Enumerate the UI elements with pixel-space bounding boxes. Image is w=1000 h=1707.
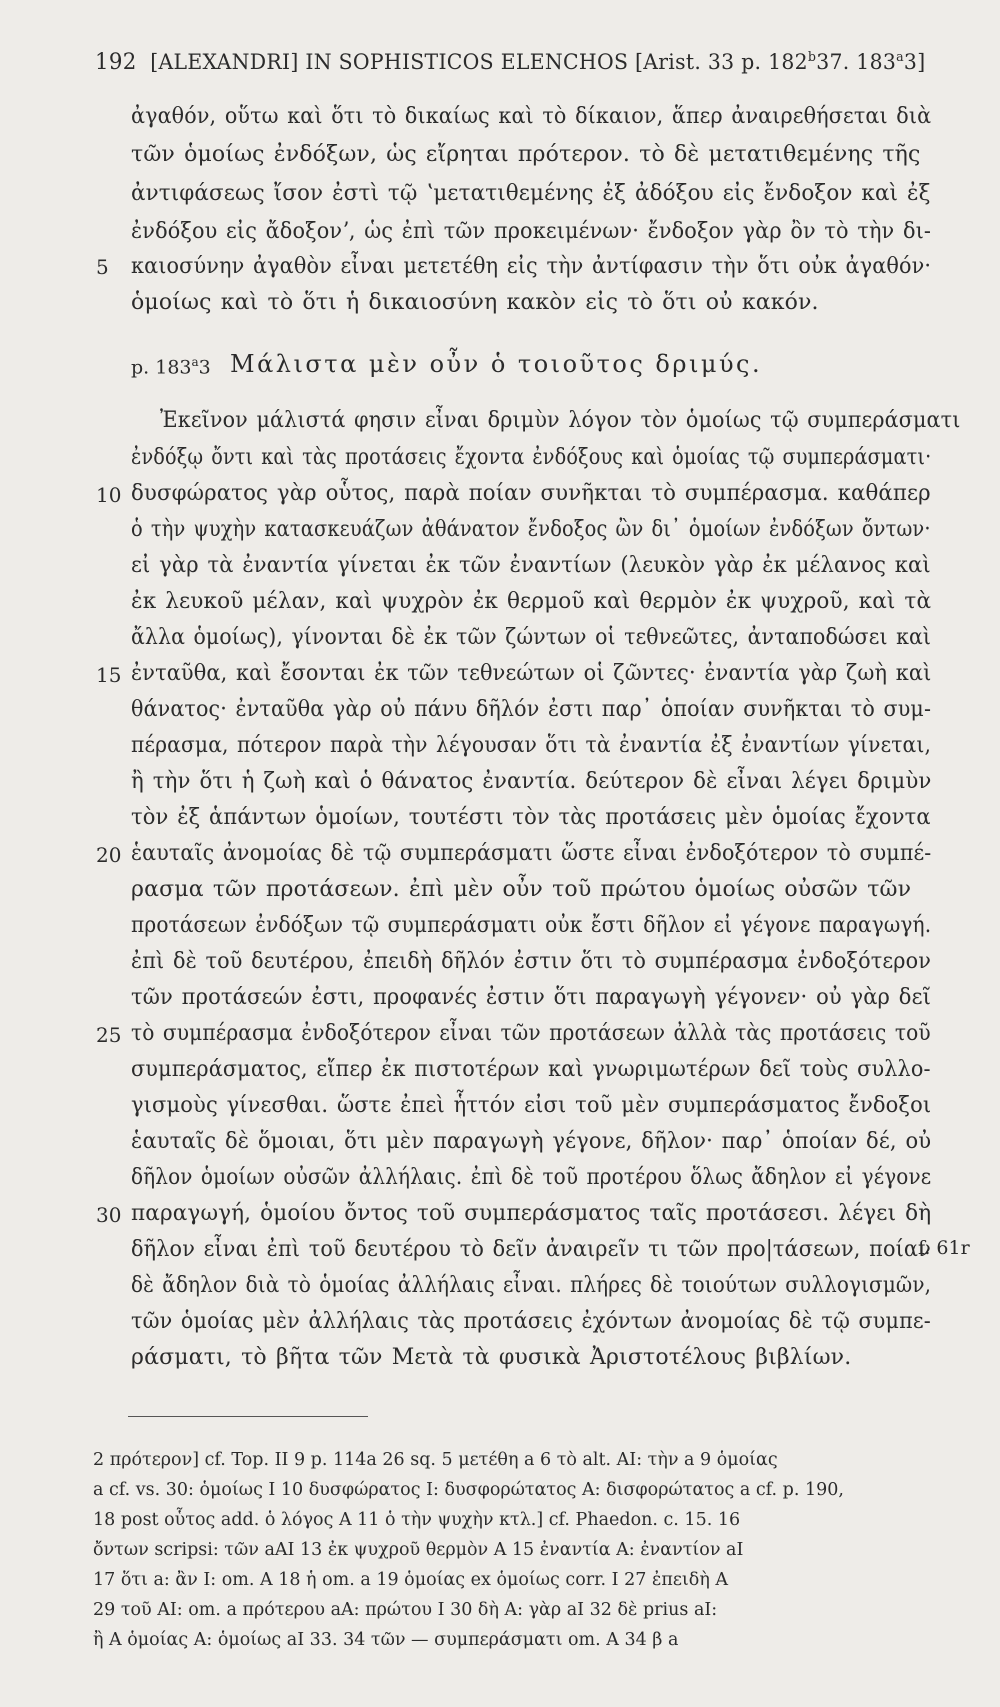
line-number: 15 <box>96 663 122 687</box>
line-number: 25 <box>96 1023 122 1047</box>
text-line: ἐνταῦθα, καὶ ἔσονται ἐκ τῶν τεθνεώτων οἱ ζῶντες· ἐναντία γὰρ ζωὴ καὶ <box>131 661 932 686</box>
running-ref-mid: 37. 183 <box>816 50 897 74</box>
running-ref-end: 3] <box>903 50 926 74</box>
text-line: ἐπὶ δὲ τοῦ δευτέρου, ἐπειδὴ δῆλόν ἐστιν ὅτι τὸ συμπέρασμα ἐνδοξότερον <box>131 949 931 974</box>
text-line: τὸν ἐξ ἁπάντων ὁμοίων, τουτέστι τὸν τὰς προτάσεις μὲν ὁμοίας ἔχοντα <box>131 805 931 830</box>
text-line: ρασμα τῶν προτάσεων. ἐπὶ μὲν οὖν τοῦ πρώτου ὁμοίως οὐσῶν τῶν <box>131 877 912 902</box>
text-line: τὸ συμπέρασμα ἐνδοξότερον εἶναι τῶν προτάσεων ἀλλὰ τὰς προτάσεις τοῦ <box>131 1021 931 1046</box>
lemma-text: Μάλιστα μὲν οὖν ὁ τοιοῦτος δριμύς. <box>230 350 763 378</box>
text-line: θάνατος· ἐνταῦθα γὰρ οὐ πάνυ δῆλόν ἐστι παρ᾽ ὁποίαν συνῆκται τὸ συμ- <box>131 697 932 722</box>
text-line: ὁμοίως καὶ τὸ ὅτι ἡ δικαιοσύνη κακὸν εἰς τὸ ὅτι οὐ κακόν. <box>131 290 819 315</box>
apparatus-line: 29 τοῦ AI: om. a πρότερου aA: πρώτου I 30 δὴ A: γὰρ aI 32 δὲ prius aI: <box>93 1600 718 1620</box>
page-number: 192 <box>95 50 137 75</box>
lemma-reference: p. 183$^a$3 <box>131 355 211 379</box>
running-header <box>95 50 926 75</box>
text-line: ἢ τὴν ὅτι ἡ ζωὴ καὶ ὁ θάνατος ἐναντία. δεύτερον δὲ εἶναι λέγει δριμὺν <box>131 769 932 794</box>
text-line: δὲ ἄδηλον διὰ τὸ ὁμοίας ἀλλήλαις εἶναι. πλήρες δὲ τοιούτων συλλογισμῶν, <box>131 1273 932 1298</box>
text-line: συμπεράσματος, εἴπερ ἐκ πιστοτέρων καὶ γνωριμωτέρων δεῖ τοὺς συλλο- <box>131 1057 931 1082</box>
text-line: ράσματι, τὸ βῆτα τῶν Μετὰ τὰ φυσικὰ Ἀριστοτέλους βιβλίων. <box>131 1345 852 1370</box>
line-number: 20 <box>96 843 122 867</box>
ref-superscript-b: b <box>807 50 817 65</box>
line-number: 10 <box>96 483 122 507</box>
line-number: 30 <box>96 1203 122 1227</box>
ref-superscript-a: a <box>896 50 904 65</box>
text-line: γισμοὺς γίνεσθαι. ὥστε ἐπεὶ ἧττόν εἰσι τοῦ μὲν συμπεράσματος ἔνδοξοι <box>131 1093 932 1118</box>
text-line: ἐνδόξου εἰς ἄδοξονʼ, ὡς ἐπὶ τῶν προκειμένων· ἔνδοξον γὰρ ὂν τὸ τὴν δι- <box>131 219 932 244</box>
text-line: πέρασμα, πότερον παρὰ τὴν λέγουσαν ὅτι τὰ ἐναντία ἐξ ἐναντίων γίνεται, <box>131 733 932 758</box>
apparatus-line: 17 ὅτι a: ἂν I: om. A 18 ἡ om. a 19 ὁμοίας ex ὁμοίως corr. I 27 ἐπειδὴ A <box>93 1570 729 1590</box>
apparatus-line: a cf. vs. 30: ὁμοίως I 10 δυσφώρατος I: δυσφορώτατος A: δισφορώτατος a cf. p. 190, <box>93 1480 844 1500</box>
line-number: 5 <box>96 255 109 279</box>
apparatus-line: 2 πρότερον] cf. Top. II 9 p. 114a 26 sq. 5 μετέθη a 6 τὸ alt. AI: τὴν a 9 ὁμοίας <box>93 1450 778 1470</box>
text-line: εἰ γὰρ τὰ ἐναντία γίνεται ἐκ τῶν ἐναντίων (λευκὸν γὰρ ἐκ μέλανος καὶ <box>131 553 931 578</box>
apparatus-line: 18 post οὗτος add. ὁ λόγος A 11 ὁ τὴν ψυχὴν κτλ.] cf. Phaedon. c. 15. 16 <box>93 1510 741 1530</box>
text-line: τῶν ὁμοίας μὲν ἀλλήλαις τὰς προτάσεις ἐχόντων ἀνομοίας δὲ τῷ συμπε- <box>131 1309 931 1334</box>
apparatus-line: ἢ A ὁμοίας A: ὁμοίως aI 33. 34 τῶν — συμπεράσματι om. A 34 β a <box>93 1630 679 1650</box>
text-line: ὁ τὴν ψυχὴν κατασκευάζων ἀθάνατον ἔνδοξος ὢν δι᾽ ὁμοίων ἐνδόξων ὄντων· <box>131 517 931 542</box>
text-line: ἀγαθόν, οὕτω καὶ ὅτι τὸ δικαίως καὶ τὸ δίκαιον, ἅπερ ἀναιρεθήσεται διὰ <box>131 104 932 129</box>
footnote-rule <box>128 1416 368 1417</box>
text-line: δυσφώρατος γὰρ οὗτος, παρὰ ποίαν συνῆκται τὸ συμπέρασμα. καθάπερ <box>131 481 931 506</box>
text-line: δῆλον ὁμοίων οὐσῶν ἀλλήλαις. ἐπὶ δὲ τοῦ προτέρου ὅλως ἄδηλον εἰ γέγονε <box>131 1165 932 1190</box>
text-line: δῆλον εἶναι ἐπὶ τοῦ δευτέρου τὸ δεῖν ἀναιρεῖν τι τῶν προ|τάσεων, ποίαν <box>131 1237 931 1262</box>
text-line: Ἐκεῖνον μάλιστά φησιν εἶναι δριμὺν λόγον τὸν ὁμοίως τῷ συμπεράσματι <box>160 408 961 433</box>
text-line: τῶν ὁμοίως ἐνδόξων, ὡς εἴρηται πρότερον. τὸ δὲ μετατιθεμένης τῆς <box>131 142 921 167</box>
text-line: προτάσεων ἐνδόξων τῷ συμπεράσματι οὐκ ἔστι δῆλον εἰ γέγονε παραγωγή. <box>131 913 932 938</box>
text-line: ἐνδόξῳ ὄντι καὶ τὰς προτάσεις ἔχοντα ἐνδόξους καὶ ὁμοίας τῷ συμπεράσματι· <box>131 445 932 470</box>
text-line: ἄλλα ὁμοίως), γίνονται δὲ ἐκ τῶν ζώντων οἱ τεθνεῶτες, ἀνταποδώσει καὶ <box>131 625 932 650</box>
text-line: ἐκ λευκοῦ μέλαν, καὶ ψυχρὸν ἐκ θερμοῦ καὶ θερμὸν ἐκ ψυχροῦ, καὶ τὰ <box>131 589 932 614</box>
running-title: [ALEXANDRI] IN SOPHISTICOS ELENCHOS [Arist. 33 p. 182 <box>150 50 808 74</box>
folio-marker: f. 61r <box>918 1237 970 1259</box>
text-line: ἀντιφάσεως ἴσον ἐστὶ τῷ ʽμετατιθεμένης ἐξ ἀδόξου εἰς ἔνδοξον καὶ ἐξ <box>131 181 931 206</box>
text-line: καιοσύνην ἀγαθὸν εἶναι μετετέθη εἰς τὴν ἀντίφασιν τὴν ὅτι οὐκ ἀγαθόν· <box>131 254 932 279</box>
apparatus-line: ὄντων scripsi: τῶν aAI 13 ἐκ ψυχροῦ θερμὸν A 15 ἐναντία A: ἐναντίον aI <box>93 1540 744 1560</box>
text-line: ἑαυταῖς ἀνομοίας δὲ τῷ συμπεράσματι ὥστε εἶναι ἐνδοξότερον τὸ συμπέ- <box>131 841 932 866</box>
text-line: ἑαυταῖς δὲ ὅμοιαι, ὅτι μὲν παραγωγὴ γέγονε, δῆλον· παρ᾽ ὁποίαν δέ, οὐ <box>131 1129 932 1154</box>
text-line: παραγωγή, ὁμοίου ὄντος τοῦ συμπεράσματος ταῖς προτάσεσι. λέγει δὴ <box>131 1201 932 1226</box>
text-line: τῶν προτάσεών ἐστι, προφανές ἐστιν ὅτι παραγωγὴ γέγονεν· οὐ γὰρ δεῖ <box>131 985 931 1010</box>
